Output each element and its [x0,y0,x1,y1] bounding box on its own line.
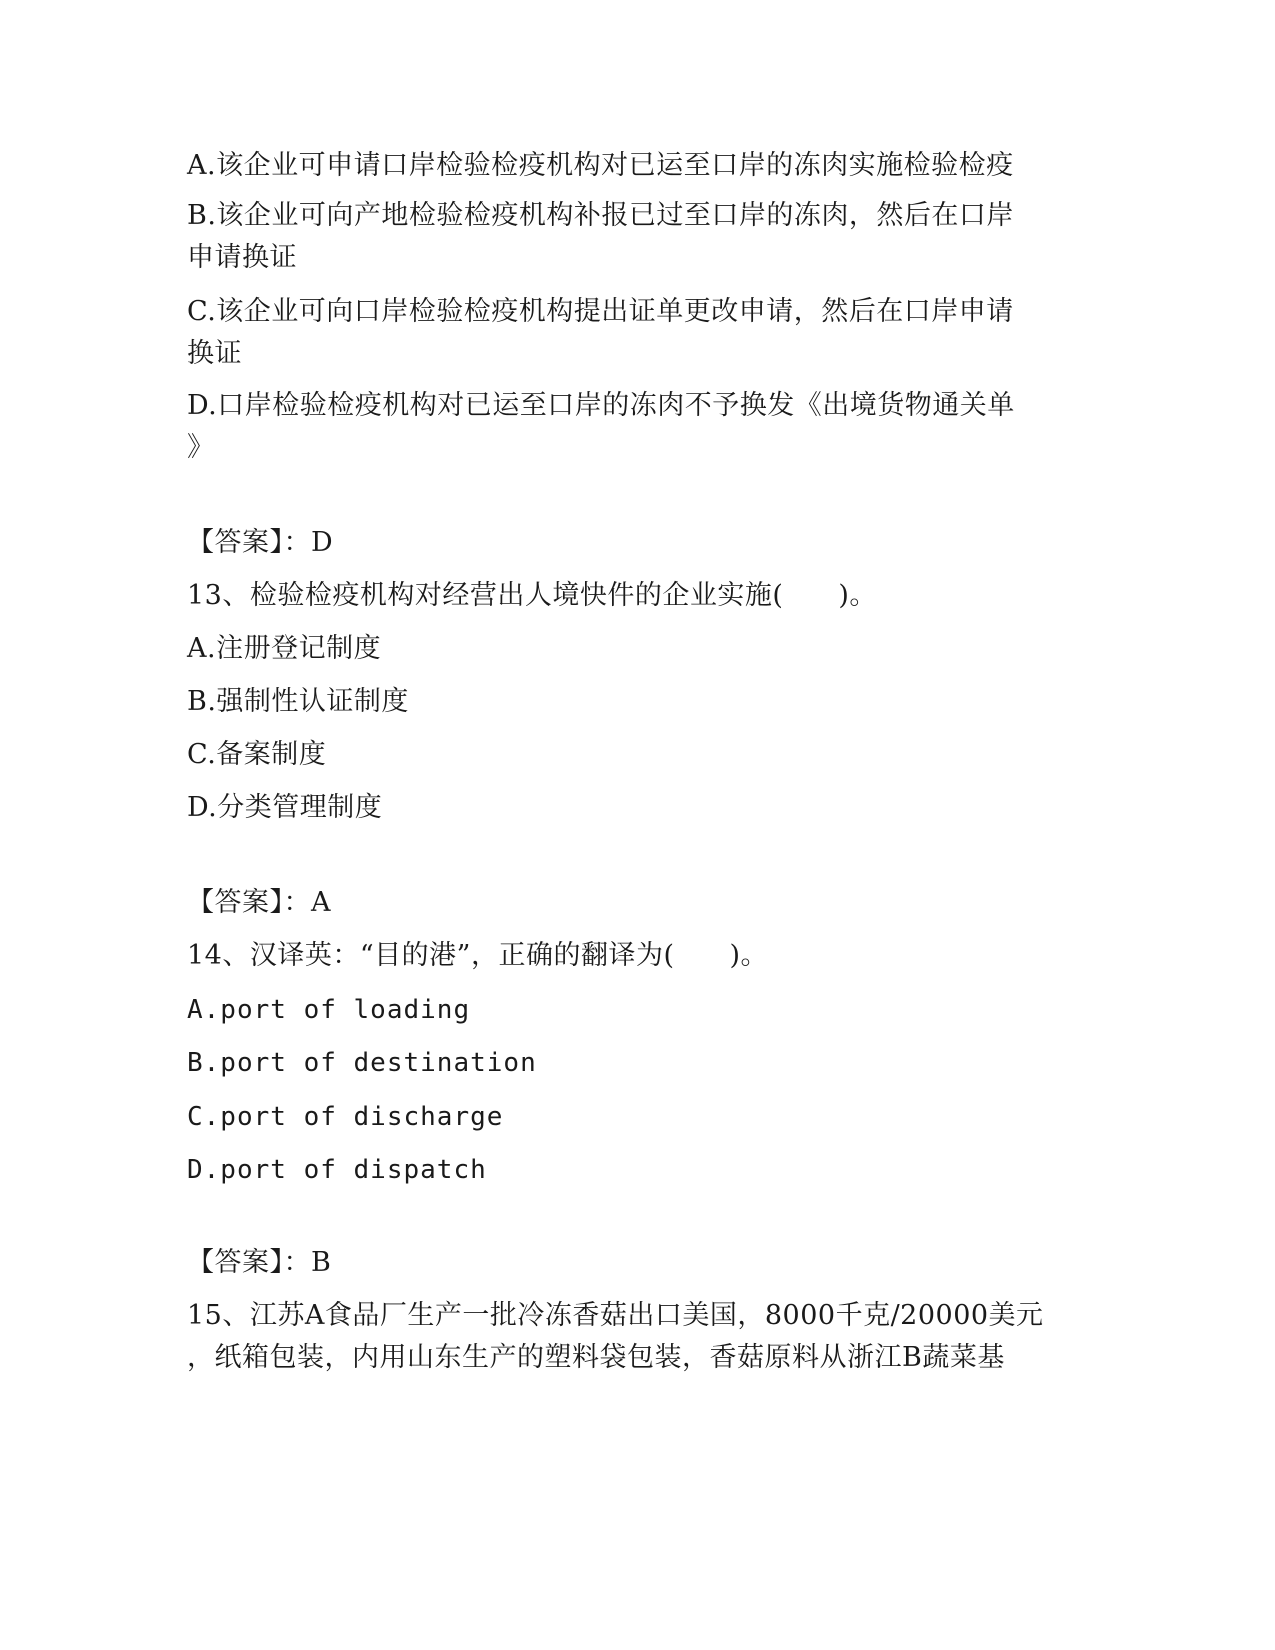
q15-stem-line-2: ，纸箱包装，内用山东生产的塑料袋包装，香菇原料从浙江B蔬菜基 [187,1342,1005,1373]
q13-option-c: C.备案制度 [187,739,327,770]
q13-option-a: A.注册登记制度 [187,633,382,664]
q12-option-d: D.口岸检验检疫机构对已运至口岸的冻肉不予换发《出境货物通关单 [187,390,1015,421]
q14-option-a: A.port of loading [187,995,471,1025]
q12-option-a: A.该企业可申请口岸检验检疫机构对已运至口岸的冻肉实施检验检疫 [187,150,1014,181]
q13-answer: 【答案】：A [187,887,331,918]
q14-option-c: C.port of discharge [187,1102,504,1132]
q12-option-b-cont: 申请换证 [187,242,297,273]
q14-answer: 【答案】：B [187,1247,332,1278]
q12-option-c-cont: 换证 [187,338,242,369]
q12-option-d-cont: 》 [187,432,215,463]
q13-option-d: D.分类管理制度 [187,792,383,823]
q12-option-b: B.该企业可向产地检验检疫机构补报已过至口岸的冻肉，然后在口岸 [187,200,1014,231]
q15-stem-line-1: 15、江苏A食品厂生产一批冷冻香菇出口美国，8000千克/20000美元 [187,1300,1044,1331]
q13-option-b: B.强制性认证制度 [187,686,409,717]
q12-option-c: C.该企业可向口岸检验检疫机构提出证单更改申请，然后在口岸申请 [187,296,1014,327]
q14-option-b: B.port of destination [187,1048,537,1078]
q14-option-d: D.port of dispatch [187,1155,487,1185]
q13-stem: 13、检验检疫机构对经营出人境快件的企业实施( )。 [187,580,877,611]
q12-answer: 【答案】：D [187,527,334,558]
q14-stem: 14、汉译英：“目的港”，正确的翻译为( )。 [187,940,769,971]
